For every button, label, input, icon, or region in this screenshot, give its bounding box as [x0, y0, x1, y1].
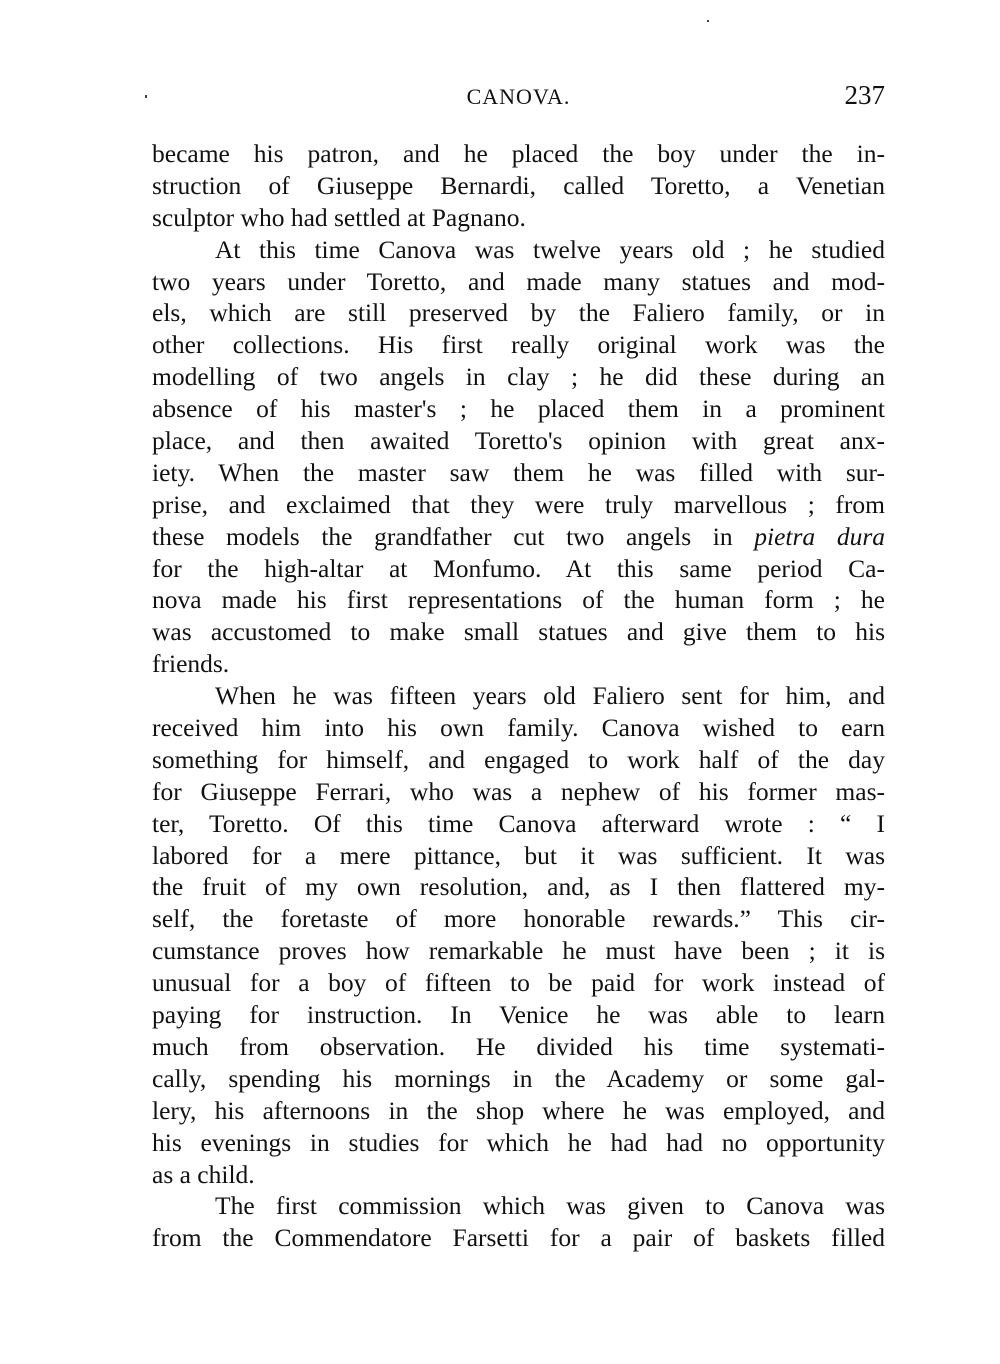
body-text: [152, 138, 885, 1254]
text-line-content: these models the grandfather cut two angels in: [152, 521, 755, 551]
text-line: nova made his first representations of the human form ; he: [152, 585, 885, 615]
text-line: The first commission which was given to Canova was: [215, 1191, 885, 1221]
text-line: els, which are still preserved by the Faliero family, or in: [152, 298, 885, 328]
text-line: the fruit of my own resolution, and, as I then flattered my-: [152, 872, 885, 902]
text-line: self, the foretaste of more honorable rewards.” This cir-: [152, 904, 885, 934]
text-line: was accustomed to make small statues and give them to his: [152, 617, 885, 647]
text-line: sculptor who had settled at Pagnano.: [152, 202, 526, 232]
text-line: friends.: [152, 649, 230, 679]
text-line: other collections. His first really original work was the: [152, 330, 885, 360]
page-number: 237: [844, 80, 885, 110]
text-line: as a child.: [152, 1159, 255, 1189]
scan-speck: [707, 20, 709, 22]
text-line: labored for a mere pittance, but it was sufficient. It was: [152, 840, 885, 870]
text-line: his evenings in studies for which he had had no opportunity: [152, 1127, 885, 1157]
text-line: iety. When the master saw them he was filled with sur-: [152, 457, 885, 487]
text-line: ter, Toretto. Of this time Canova afterward wrote : “ I: [152, 808, 885, 838]
text-line: [152, 521, 885, 553]
text-line: At this time Canova was twelve years old ; he studied: [215, 234, 885, 264]
text-line: much from observation. He divided his time systemati-: [152, 1031, 885, 1061]
text-line: for Giuseppe Ferrari, who was a nephew of his former mas-: [152, 776, 885, 806]
text-line: absence of his master's ; he placed them in a prominent: [152, 394, 885, 424]
text-line: unusual for a boy of fifteen to be paid for work instead of: [152, 968, 885, 998]
text-line: cumstance proves how remarkable he must have been ; it is: [152, 936, 885, 966]
text-line: received him into his own family. Canova wished to earn: [152, 713, 885, 743]
text-line: two years under Toretto, and made many statues and mod-: [152, 266, 885, 296]
text-line: place, and then awaited Toretto's opinion with great anx-: [152, 426, 885, 456]
italic-phrase: pietra dura: [754, 521, 885, 551]
text-line: from the Commendatore Farsetti for a pair of baskets filled: [152, 1223, 885, 1253]
scan-speck: [145, 95, 147, 98]
text-line: for the high-altar at Monfumo. At this same period Ca-: [152, 553, 885, 583]
text-line: lery, his afternoons in the shop where he was employed, and: [152, 1095, 885, 1125]
text-line: modelling of two angels in clay ; he did these during an: [152, 362, 885, 392]
text-line: struction of Giuseppe Bernardi, called Toretto, a Venetian: [152, 170, 885, 200]
text-line: prise, and exclaimed that they were truly marvellous ; from: [152, 489, 885, 519]
text-line: cally, spending his mornings in the Academy or some gal-: [152, 1063, 885, 1093]
running-title: CANOVA.: [466, 84, 571, 109]
page-header: [152, 80, 885, 114]
text-line: something for himself, and engaged to work half of the day: [152, 744, 885, 774]
text-line: paying for instruction. In Venice he was able to learn: [152, 1000, 885, 1030]
text-line: When he was fifteen years old Faliero sent for him, and: [215, 681, 885, 711]
text-line: became his patron, and he placed the boy under the in-: [152, 139, 885, 168]
